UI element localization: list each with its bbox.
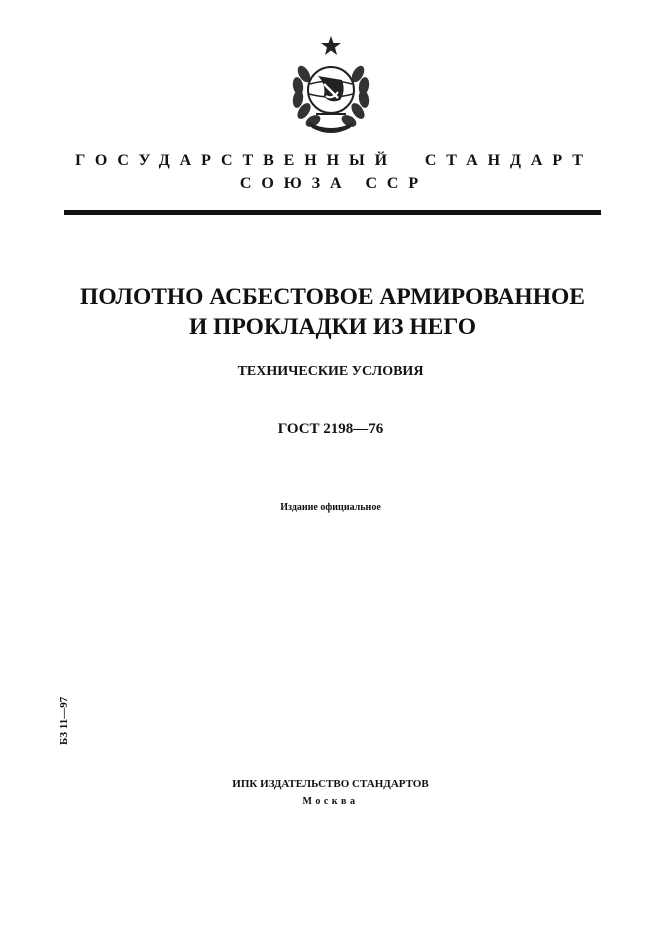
side-code: БЗ 11—97	[58, 696, 70, 745]
ussr-state-emblem-icon	[280, 34, 382, 136]
document-subtitle: ТЕХНИЧЕСКИЕ УСЛОВИЯ	[237, 364, 424, 379]
document-title	[40, 282, 625, 342]
title-line-1: ПОЛОТНО АСБЕСТОВОЕ АРМИРОВАННОЕ	[80, 284, 585, 310]
edition-note: Издание официальное	[280, 502, 381, 513]
header-union: СОЮЗА ССР	[239, 175, 429, 192]
publisher-city: Москва	[302, 796, 359, 807]
header-divider	[64, 210, 601, 215]
standard-number: ГОСТ 2198—76	[277, 421, 384, 437]
title-line-2: И ПРОКЛАДКИ ИЗ НЕГО	[189, 314, 476, 340]
header-state-standard: ГОСУДАРСТВЕННЫЙ СТАНДАРТ	[75, 152, 593, 169]
publisher: ИПК ИЗДАТЕЛЬСТВО СТАНДАРТОВ	[232, 778, 429, 790]
